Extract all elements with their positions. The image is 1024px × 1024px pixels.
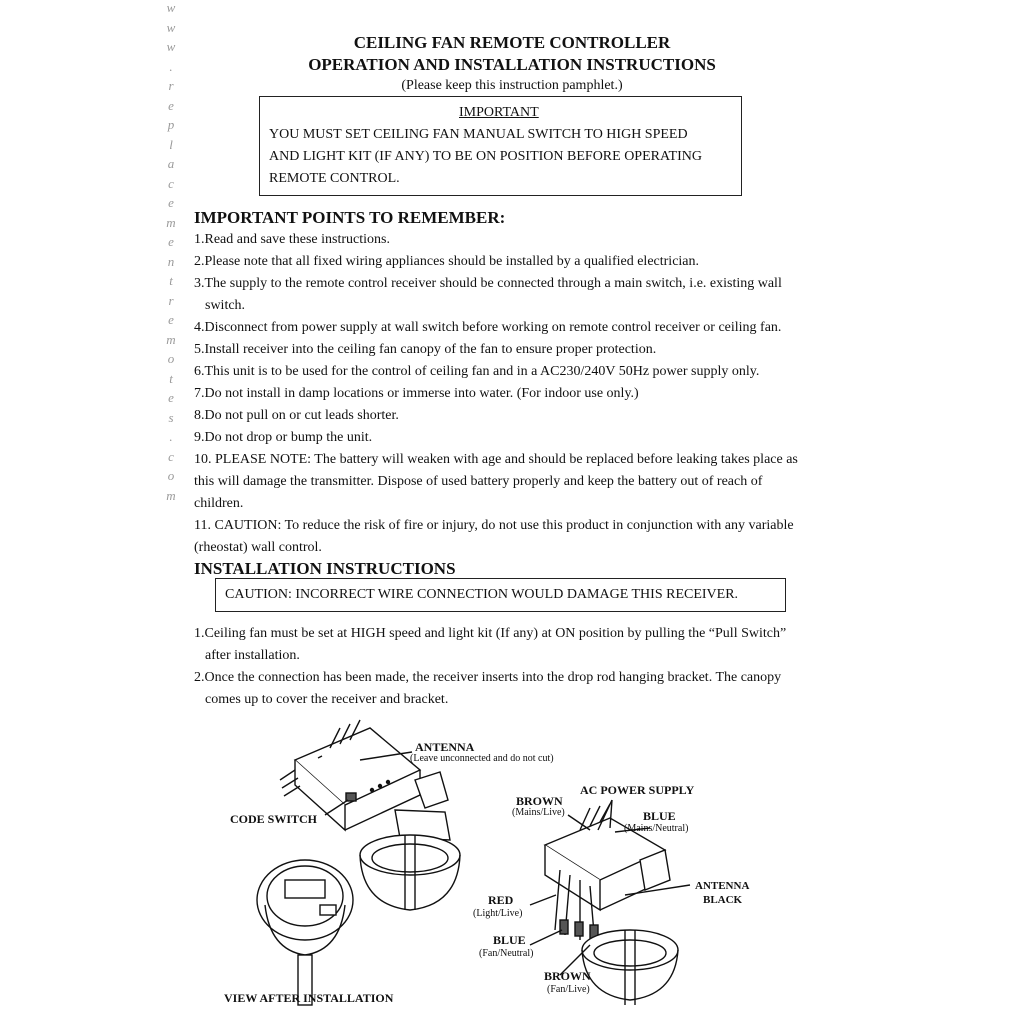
- important-line: REMOTE CONTROL.: [269, 171, 400, 186]
- watermark-letter: .: [169, 429, 173, 444]
- watermark-letter: t: [169, 370, 173, 386]
- watermark-letter: .: [169, 58, 173, 74]
- bracket-canopy-left: [360, 772, 460, 910]
- installed-canopy-left: [257, 860, 353, 1005]
- watermark-letter: l: [169, 136, 173, 152]
- watermark-letter: e: [168, 195, 174, 210]
- label-red-note: (Light/Live): [473, 908, 523, 919]
- label-blue-top-note: (Mains/Neutral): [624, 823, 689, 834]
- points-heading: IMPORTANT POINTS TO REMEMBER:: [194, 208, 506, 227]
- watermark-letter: c: [168, 175, 174, 191]
- point-line: 11. CAUTION: To reduce the risk of fire or injury, do not use this product in conjunction with any variable: [194, 518, 794, 533]
- watermark-letter: o: [167, 351, 175, 366]
- watermark-letter: n: [167, 253, 175, 269]
- watermark-letter: p: [167, 117, 175, 132]
- label-ac-power: AC POWER SUPPLY: [580, 783, 695, 797]
- watermark-letter: a: [167, 156, 175, 171]
- watermark-letter: w: [166, 19, 176, 35]
- watermark-letter: w: [166, 0, 176, 15]
- label-red: RED: [488, 893, 514, 907]
- watermark-letter: t: [169, 273, 173, 288]
- caution-text: CAUTION: INCORRECT WIRE CONNECTION WOULD DAMAGE THIS RECEIVER.: [225, 587, 739, 602]
- point-line: children.: [194, 496, 244, 511]
- label-brown-top: BROWN: [516, 794, 563, 808]
- label-view-after: VIEW AFTER INSTALLATION: [224, 991, 394, 1005]
- point-line: 5.Install receiver into the ceiling fan canopy of the fan to ensure proper protection.: [194, 342, 657, 357]
- label-code-switch: CODE SWITCH: [230, 812, 318, 826]
- label-brown-bottom-note: (Fan/Live): [547, 984, 590, 995]
- watermark-letter: r: [168, 78, 174, 93]
- label-blue-top: BLUE: [643, 809, 676, 823]
- important-box-title: IMPORTANT: [459, 105, 539, 120]
- point-line: (rheostat) wall control.: [194, 540, 322, 555]
- install-line: 2.Once the connection has been made, the receiver inserts into the drop rod hanging bracket. The canopy: [194, 670, 782, 685]
- point-line: 1.Read and save these instructions.: [194, 232, 390, 247]
- watermark-letter: w: [166, 39, 176, 54]
- install-line: 1.Ceiling fan must be set at HIGH speed and light kit (If any) at ON position by pulling the “Pull Switch”: [194, 626, 787, 641]
- point-line: 7.Do not install in damp locations or immerse into water. (For indoor use only.): [194, 386, 639, 401]
- label-antenna-right: ANTENNA: [695, 880, 750, 892]
- label-blue-bottom: BLUE: [493, 933, 526, 947]
- install-line: after installation.: [205, 648, 300, 663]
- point-line: 4.Disconnect from power supply at wall switch before working on remote control receiver or ceiling fan.: [194, 320, 782, 335]
- keep-note: (Please keep this instruction pamphlet.): [401, 78, 623, 93]
- watermark-letter: e: [168, 390, 174, 405]
- watermark-letter: e: [168, 234, 174, 249]
- label-antenna-note: (Leave unconnected and do not cut): [410, 753, 554, 764]
- point-line: 8.Do not pull on or cut leads shorter.: [194, 408, 399, 423]
- watermark-letter: r: [168, 292, 174, 308]
- point-line: 6.This unit is to be used for the control of ceiling fan and in a AC230/240V 50Hz power supply only.: [194, 364, 760, 379]
- label-antenna: ANTENNA: [415, 740, 475, 754]
- point-line: 3.The supply to the remote control receiver should be connected through a main switch, i.e. existing wall: [194, 276, 782, 291]
- installation-heading: INSTALLATION INSTRUCTIONS: [194, 559, 456, 578]
- point-line: 9.Do not drop or bump the unit.: [194, 430, 373, 445]
- watermark-letter: c: [168, 448, 174, 464]
- watermark-letter: e: [168, 312, 174, 327]
- important-line: YOU MUST SET CEILING FAN MANUAL SWITCH TO HIGH SPEED: [269, 127, 688, 142]
- point-line: 2.Please note that all fixed wiring appliances should be installed by a qualified electrician.: [194, 254, 700, 269]
- label-blue-bottom-note: (Fan/Neutral): [479, 948, 534, 959]
- label-brown-bottom: BROWN: [544, 969, 591, 983]
- point-line: switch.: [205, 298, 246, 313]
- watermark-letter: o: [167, 468, 175, 483]
- label-black: BLACK: [703, 894, 743, 906]
- watermark-letter: m: [166, 214, 176, 230]
- page-subtitle: OPERATION AND INSTALLATION INSTRUCTIONS: [308, 55, 716, 74]
- important-line: AND LIGHT KIT (IF ANY) TO BE ON POSITION BEFORE OPERATING: [269, 149, 702, 164]
- watermark-letter: s: [168, 409, 174, 425]
- install-line: comes up to cover the receiver and bracket.: [205, 692, 449, 707]
- point-line: 10. PLEASE NOTE: The battery will weaken with age and should be replaced before leaking takes place as: [194, 452, 798, 467]
- watermark-letter: m: [166, 487, 176, 503]
- watermark-letter: m: [166, 331, 176, 347]
- page-title: CEILING FAN REMOTE CONTROLLER: [353, 33, 671, 52]
- point-line: this will damage the transmitter. Dispose of used battery properly and keep the battery out of reach of: [194, 474, 763, 489]
- label-brown-top-note: (Mains/Live): [512, 807, 565, 818]
- bracket-canopy-right: [582, 930, 678, 1005]
- watermark-letter: e: [168, 97, 174, 113]
